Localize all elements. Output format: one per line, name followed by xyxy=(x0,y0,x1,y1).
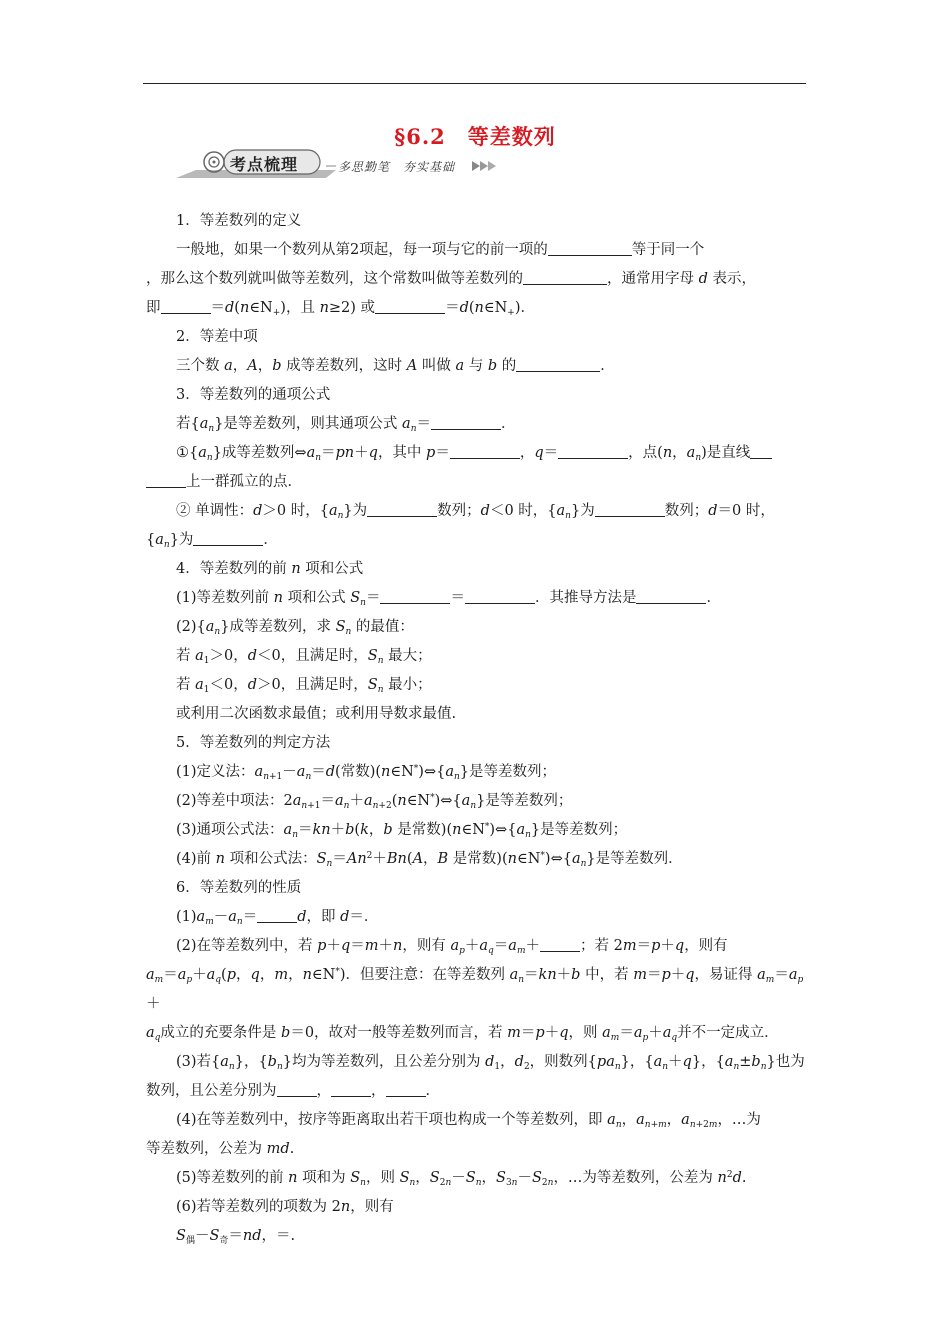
s3-line2: $①\{a_n\}$成等差数列$\Leftrightarrow a_n=pn+q$，其中 p＝ ，q＝ ，点(n，$a_n$)是直线 xyxy=(146,439,808,468)
s6-line3-cont: 数列，且公差分别为 ， ， ． xyxy=(146,1083,440,1099)
s3-heading: 3．等差数列的通项公式 xyxy=(176,387,331,403)
s6-line1: $(1)a_m-a_n= d$，即 d＝． xyxy=(176,909,379,927)
s1-para: 一般地，如果一个数列从第2项起，每一项与它的前一项的 等于同一个 xyxy=(176,242,705,258)
s1-para-cont: ，那么这个数列就叫做等差数列，这个常数叫做等差数列的 ，通常用字母 d 表示， xyxy=(146,271,757,287)
s4-line1: (1)等差数列前 n 项和公式 $S_n=$ ＝ ．其推导方法是 ． xyxy=(176,590,721,608)
s3-line2-cont: 上一群孤立的点． xyxy=(146,468,808,497)
s4-line2: $(2)\{a_n\}$成等差数列，求 $S_n$ 的最值： xyxy=(176,619,414,637)
s6-line4: (4)在等差数列中，按序等距离取出若干项也构成一个等差数列，即 $a_n$，$a_{n+m}$，$a_{n+2m}$，…为 xyxy=(176,1112,761,1130)
document-body xyxy=(146,207,808,1251)
banner-subtitle: 多思勤笔 夯实基础 xyxy=(338,160,456,174)
s2-heading: 2．等差中项 xyxy=(176,329,258,345)
top-rule xyxy=(143,83,806,84)
s6-line6: (6)若等差数列的项数为 2n，则有 xyxy=(176,1199,394,1215)
page-title: §6.2 等差数列 xyxy=(394,124,556,149)
s2-para: 三个数 a，A，b 成等差数列，这时 A 叫做 a 与 b 的 ． xyxy=(176,358,615,374)
s3-line3-cont: $\{a_n\}$为 ． xyxy=(146,532,278,550)
s6-line2-cont: $a_m=a_p+a_q(p$，q，m，n∈N*)．但要注意：在等差数列 $a_n=kn+b$ 中，若 m＝p＋q，易证得 $a_m=a_p+$ xyxy=(146,967,804,1012)
banner-title: 考点梳理 xyxy=(230,155,299,174)
s1-para-cont2: 即 $=d(n\in N_+)$，且 n≥2) 或 $=d(n\in N_+)$． xyxy=(146,300,536,318)
s6-line3: (3)若$\{a_n\}$，$\{b_n\}$均为等差数列，且公差分别为 $d_1$，$d_2$，则数列$\{pa_n\}$，$\{a_n+q\}$，$\{a_n\pm b_n\}$也为 xyxy=(176,1054,805,1072)
s4-line4: 若 $a_1<0$，d＞0，且满足时，$S_n$ 最小； xyxy=(176,677,432,695)
s3-line1: 若$\{a_n\}$是等差数列，则其通项公式 $a_n=$ ． xyxy=(176,416,516,434)
s5-line2: (2)等差中项法：$2a_{n+1}=a_n+a_{n+2}(n\in N^*)\Leftrightarrow\{a_n\}$是等差数列； xyxy=(176,793,573,811)
s5-line4: (4)前 n 项和公式法：$S_n=An^2+Bn(A$，B 是常数)$(n\in N^*)\Leftrightarrow\{a_n\}$是等差数列． xyxy=(176,851,683,869)
s3-line3: ② 单调性：d＞0 时，$\{a_n\}$为 数列；d＜0 时，$\{a_n\}$为 数列；d＝0 时， xyxy=(176,503,775,521)
s5-heading: 5．等差数列的判定方法 xyxy=(176,735,331,751)
s6-line7: $S_偶-S_奇=nd$，＝. xyxy=(176,1228,296,1246)
s5-line3: (3)通项公式法：$a_n=kn+b(k$，b 是常数)$(n\in N^*)\Leftrightarrow\{a_n\}$是等差数列； xyxy=(176,822,628,840)
s6-line2: (2)在等差数列中，若 p＋q＝m＋n，则有 $a_p+a_q=a_m+$ ；若 2m＝p＋q，则有 xyxy=(176,938,728,956)
s6-heading: 6．等差数列的性质 xyxy=(176,880,302,896)
s4-heading: 4．等差数列的前 n 项和公式 xyxy=(176,561,364,577)
s1-heading: 1．等差数列的定义 xyxy=(176,213,302,229)
s5-line1: (1)定义法：$a_{n+1}-a_n=d$(常数)$(n\in N^*)\Leftrightarrow\{a_n\}$是等差数列； xyxy=(176,764,557,782)
s4-line5: 或利用二次函数求最值；或利用导数求最值. xyxy=(176,706,457,722)
s4-line3: 若 $a_1>0$，d＜0，且满足时，$S_n$ 最大； xyxy=(176,648,432,666)
s6-line4-cont: 等差数列，公差为 md. xyxy=(146,1141,295,1157)
s6-line2-cont2: $a_q$成立的充要条件是 b＝0，故对一般等差数列而言，若 m＝p＋q，则 $a_m=a_p+a_q$并不一定成立． xyxy=(146,1025,779,1043)
section-banner xyxy=(176,148,506,182)
s6-line5: (5)等差数列的前 n 项和为 $S_n$，则 $S_n$，$S_{2n}-S_n$，$S_{3n}-S_{2n}$，…为等差数列，公差为 $n^2d$. xyxy=(176,1170,747,1188)
